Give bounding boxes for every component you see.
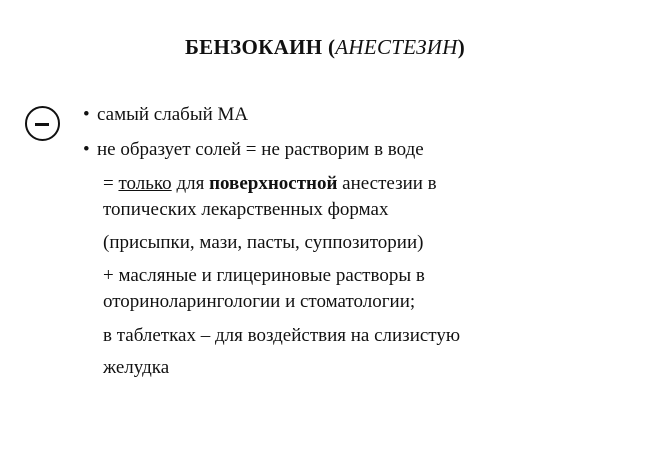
minus-circle-icon: [25, 106, 60, 141]
bullet-item-no-salts: [83, 139, 424, 161]
text-line-forms-list: (присыпки, мази, пасты, суппозитории): [103, 232, 424, 253]
text-line-ent-dentistry: оториноларингологии и стоматологии;: [103, 291, 416, 312]
text-line-stomach: желудка: [103, 357, 170, 378]
slide-title: [0, 35, 650, 60]
line3-bold: поверхностной: [209, 173, 338, 194]
text-line-tablets: в таблетках – для воздействия на слизистую: [103, 325, 461, 346]
title-bold-end: ): [457, 35, 465, 59]
bullet-text-1: самый слабый МА: [97, 104, 249, 125]
text-line-solutions: + масляные и глицериновые растворы в: [103, 265, 425, 286]
line3-prefix: =: [103, 173, 119, 194]
title-bold-start: БЕНЗОКАИН (: [184, 35, 336, 59]
text-line-surface-anesthesia: [103, 173, 437, 195]
bullet-item-weakest: [83, 104, 248, 126]
line3-end: анестезии в: [337, 173, 437, 194]
bullet-dot: •: [83, 139, 90, 160]
title-italic-synonym: АНЕСТЕЗИН: [335, 35, 458, 59]
bullet-text-2: не образует солей = не растворим в воде: [97, 139, 424, 160]
line3-mid: для: [171, 173, 210, 194]
text-line-topical-forms: топических лекарственных формах: [103, 199, 389, 220]
bullet-dot: •: [83, 104, 90, 125]
line3-underlined: только: [118, 173, 172, 194]
minus-bar: [35, 123, 49, 126]
